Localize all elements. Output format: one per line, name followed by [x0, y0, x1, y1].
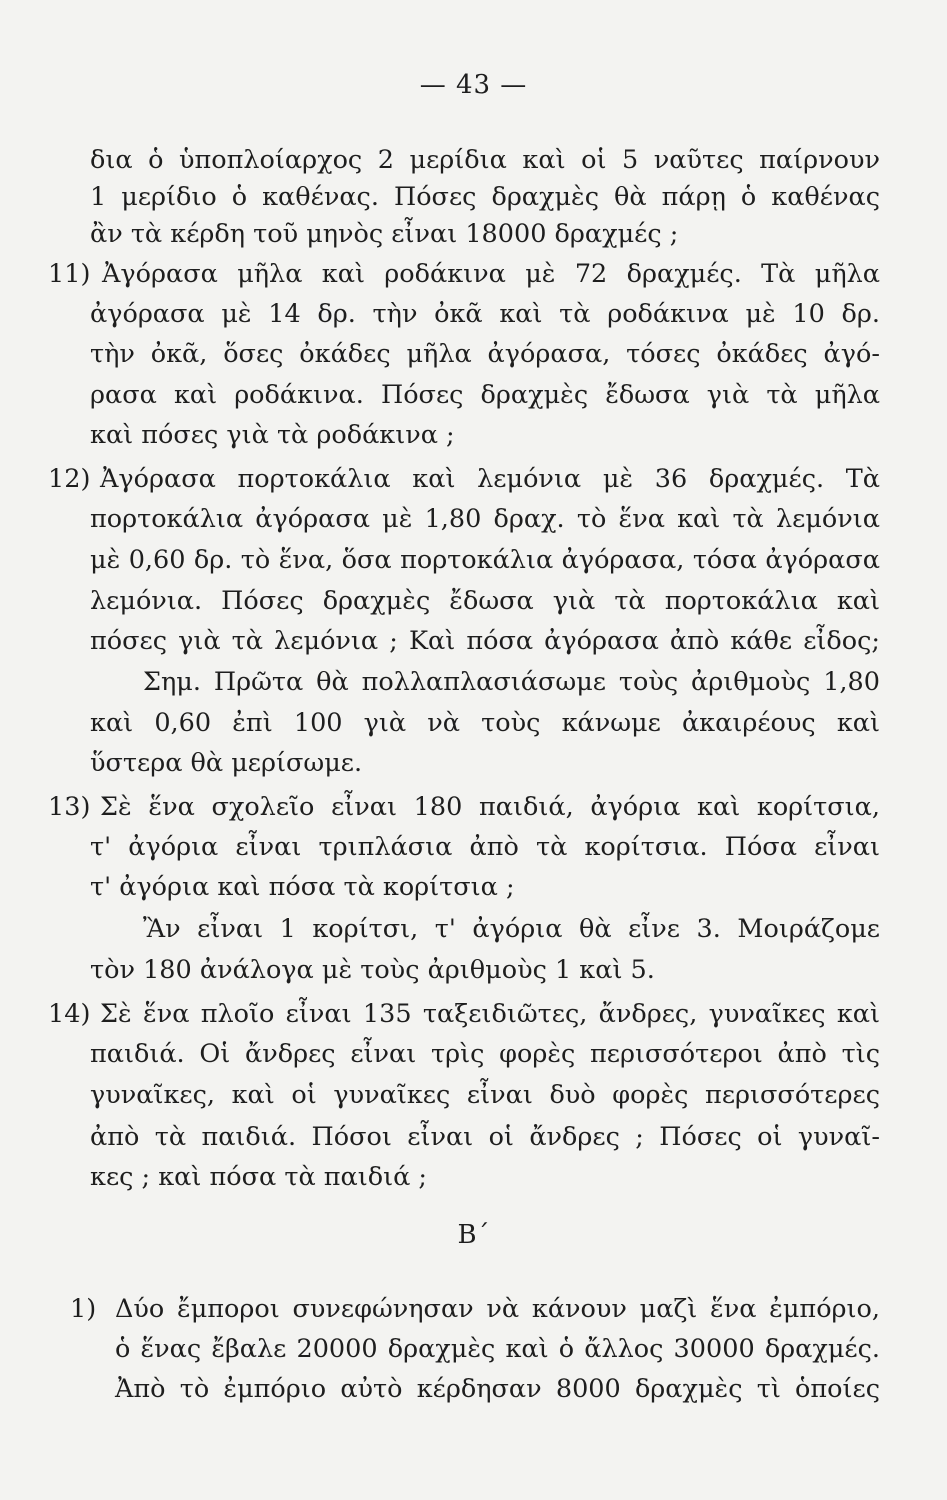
text-line: ὕστερα θὰ μερίσωμε. — [90, 748, 363, 778]
text-line: ἂν τὰ κέρδη τοῦ μηνὸς εἶναι 18000 δραχμές ; — [90, 219, 679, 249]
text-line: πόσες γιὰ τὰ λεμόνια ; Καὶ πόσα ἀγόρασα ἀπὸ κάθε εἶδος; — [90, 626, 880, 656]
text-line: τ' ἀγόρια εἶναι τριπλάσια ἀπὸ τὰ κορίτσια. Πόσα εἶναι — [90, 832, 880, 862]
text-line: ἀπὸ τὰ παιδιά. Πόσοι εἶναι οἱ ἄνδρες ; Πόσες οἱ γυναῖ- — [90, 1122, 880, 1152]
text-line: λεμόνια. Πόσες δραχμὲς ἔδωσα γιὰ τὰ πορτοκάλια καὶ — [90, 586, 880, 616]
text-line: Σημ. Πρῶτα θὰ πολλαπλασιάσωμε τοὺς ἀριθμοὺς 1,80 — [143, 667, 880, 697]
text-line: ρασα καὶ ροδάκινα. Πόσες δραχμὲς ἔδωσα γιὰ τὰ μῆλα — [90, 380, 880, 410]
problem-number: 14) — [48, 999, 91, 1029]
text-line: παιδιά. Οἱ ἄνδρες εἶναι τρὶς φορὲς περισσότεροι ἀπὸ τὶς — [90, 1039, 880, 1069]
text-line: 1 μερίδιο ὁ καθένας. Πόσες δραχμὲς θὰ πάρῃ ὁ καθένας — [90, 182, 880, 212]
text-line: ἀγόρασα μὲ 14 δρ. τὴν ὀκᾶ καὶ τὰ ροδάκινα μὲ 10 δρ. — [90, 299, 880, 329]
problem-number: 13) — [48, 792, 91, 822]
text-line: μὲ 0,60 δρ. τὸ ἕνα, ὅσα πορτοκάλια ἀγόρασα, τόσα ἀγόρασα — [90, 545, 880, 575]
problem-number: 1) — [70, 1294, 97, 1324]
text-line: Ἀγόρασα πορτοκάλια καὶ λεμόνια μὲ 36 δραχμές. Τὰ — [100, 464, 880, 494]
text-line: Ἀπὸ τὸ ἐμπόριο αὐτὸ κέρδησαν 8000 δραχμὲς τὶ ὁποίες — [115, 1374, 880, 1404]
page-number: — 43 — — [419, 70, 528, 100]
text-line: πορτοκάλια ἀγόρασα μὲ 1,80 δραχ. τὸ ἕνα καὶ τὰ λεμόνια — [90, 504, 880, 534]
text-line: καὶ 0,60 ἐπὶ 100 γιὰ νὰ τοὺς κάνωμε ἀκαιρέους καὶ — [90, 708, 880, 738]
text-line: τὸν 180 ἀνάλογα μὲ τοὺς ἀριθμοὺς 1 καὶ 5. — [90, 955, 655, 985]
text-line: ὁ ἕνας ἔβαλε 20000 δραχμὲς καὶ ὁ ἄλλος 30000 δραχμές. — [115, 1334, 880, 1364]
text-line: καὶ πόσες γιὰ τὰ ροδάκινα ; — [90, 420, 455, 450]
text-line: Σὲ ἕνα σχολεῖο εἶναι 180 παιδιά, ἀγόρια καὶ κορίτσια, — [100, 792, 880, 822]
text-line: Δύο ἔμποροι συνεφώνησαν νὰ κάνουν μαζὶ ἕνα ἐμπόριο, — [115, 1294, 880, 1324]
text-line: γυναῖκες, καὶ οἱ γυναῖκες εἶναι δυὸ φορὲς περισσότερες — [90, 1080, 880, 1110]
text-line: δια ὁ ὑποπλοίαρχος 2 μερίδια καὶ οἱ 5 ναῦτες παίρνουν — [90, 145, 880, 175]
problem-number: 12) — [48, 464, 91, 494]
text-line: κες ; καὶ πόσα τὰ παιδιά ; — [90, 1162, 428, 1192]
text-line: Ἀγόρασα μῆλα καὶ ροδάκινα μὲ 72 δραχμές. Τὰ μῆλα — [102, 259, 880, 289]
problem-number: 11) — [48, 259, 91, 289]
text-line: Ἂν εἶναι 1 κορίτσι, τ' ἀγόρια θὰ εἶνε 3. Μοιράζομε — [143, 914, 880, 944]
section-heading: Β΄ — [457, 1220, 490, 1250]
text-line: τ' ἀγόρια καὶ πόσα τὰ κορίτσια ; — [90, 872, 515, 902]
text-line: Σὲ ἕνα πλοῖο εἶναι 135 ταξειδιῶτες, ἄνδρες, γυναῖκες καὶ — [100, 999, 880, 1029]
text-line: τὴν ὀκᾶ, ὅσες ὀκάδες μῆλα ἀγόρασα, τόσες ὀκάδες ἀγό- — [90, 339, 880, 369]
